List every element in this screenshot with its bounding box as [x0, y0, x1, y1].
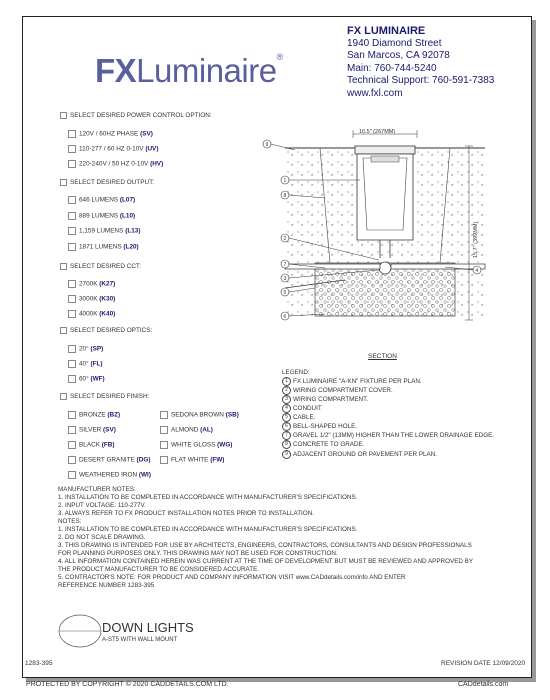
legend-text: CONDUIT: [293, 405, 322, 413]
note-line: 2. DO NOT SCALE DRAWING.: [58, 534, 146, 541]
option-label: 1871 LUMENS: [79, 243, 124, 251]
option-code: (FL): [90, 360, 103, 368]
checkbox[interactable]: [68, 227, 76, 235]
note-line: 1. INSTALLATION TO BE COMPLETED IN ACCORDANCE WITH MANUFACTURER'S SPECIFICATIONS.: [58, 526, 358, 533]
checkbox[interactable]: [68, 243, 76, 251]
option-code: (FW): [210, 456, 225, 464]
company-main-phone: Main: 760-744-5240: [347, 62, 437, 74]
legend-text: FX LUMINAIRE "A-KN" FIXTURE PER PLAN.: [293, 378, 422, 386]
legend-number: 7: [282, 431, 291, 440]
option-label: 1,159 LUMENS: [79, 227, 126, 235]
option-code: (L20): [123, 243, 139, 251]
legend-text: BELL-SHAPED HOLE.: [293, 423, 358, 431]
checkbox[interactable]: [68, 471, 76, 479]
option-code: (HV): [150, 160, 164, 168]
legend-title: LEGEND:: [282, 369, 310, 376]
checkbox[interactable]: [68, 295, 76, 303]
option-code: (UV): [145, 145, 159, 153]
legend-item: [282, 377, 494, 386]
note-line: 3. ALWAYS REFER TO FX PRODUCT INSTALLATION NOTES PRIOR TO INSTALLATION.: [58, 510, 315, 517]
option-label: 889 LUMENS: [79, 212, 120, 220]
option-code: (K27): [99, 280, 116, 288]
option-item[interactable]: [160, 426, 213, 434]
company-support-phone: Technical Support: 760-591-7383: [347, 75, 495, 86]
reference-number: 1283-395: [25, 660, 53, 667]
option-item[interactable]: [68, 295, 115, 303]
checkbox[interactable]: [60, 393, 67, 400]
note-line: 3. THIS DRAWING IS INTENDED FOR USE BY ARCHITECTS, ENGINEERS, CONTRACTORS, CONSULTANTS AND DESIGN PROFESSIONALS: [58, 542, 472, 549]
option-label: 220-240V / 50 HZ 0-10V: [79, 160, 151, 168]
svg-text:1: 1: [283, 178, 287, 184]
legend-item: [282, 431, 494, 440]
option-code: (WG): [217, 441, 233, 449]
option-code: (K40): [99, 310, 116, 318]
legend-number: 1: [282, 377, 291, 386]
legend-item: [282, 386, 494, 395]
checkbox[interactable]: [160, 426, 168, 434]
option-code: (WI): [138, 471, 151, 479]
note-line: 2. INPUT VOLTAGE: 110-277V.: [58, 502, 146, 509]
note-line: 5. CONTRACTOR'S NOTE: FOR PRODUCT AND COMPANY INFORMATION VISIT www.CADdetails.com/info AND ENTER: [58, 574, 406, 581]
option-item[interactable]: [68, 471, 151, 479]
svg-text:9: 9: [265, 142, 269, 148]
manufacturer-notes-heading: MANUFACTURER NOTES:: [58, 486, 136, 493]
option-code: (DG): [136, 456, 151, 464]
legend-text: WIRING COMPARTMENT.: [293, 396, 368, 404]
power-option-heading: SELECT DESIRED POWER CONTROL OPTION:: [60, 112, 212, 119]
checkbox[interactable]: [68, 212, 76, 220]
checkbox[interactable]: [68, 360, 76, 368]
option-item[interactable]: [68, 243, 139, 251]
legend-item: [282, 413, 494, 422]
note-line: FOR PLANNING PURPOSES ONLY. THIS DRAWING MAY NOT BE USED FOR CONSTRUCTION.: [58, 550, 338, 557]
option-label: 120V / 60HZ PHASE: [79, 130, 141, 138]
option-item[interactable]: [68, 160, 163, 168]
legend-number: 6: [282, 422, 291, 431]
copyright: PROTECTED BY COPYRIGHT © 2020 CADDETAILS.COM LTD.: [26, 681, 229, 688]
legend-item: [282, 440, 494, 449]
option-label: DESERT GRANITE: [79, 456, 137, 464]
legend: [282, 369, 494, 459]
legend-item: [282, 404, 494, 413]
option-code: (L07): [119, 196, 136, 204]
option-item[interactable]: [68, 310, 115, 318]
checkbox[interactable]: [60, 112, 67, 119]
fx-luminaire-logo: FXLuminaire®: [95, 52, 283, 89]
notes: [58, 486, 498, 590]
option-item[interactable]: [68, 375, 105, 383]
option-label: FLAT WHITE: [171, 456, 211, 464]
company-name: FX LUMINAIRE: [347, 25, 426, 37]
option-item[interactable]: [68, 196, 135, 204]
checkbox[interactable]: [68, 145, 76, 153]
option-label: WEATHERED IRON: [79, 471, 139, 479]
output-option-heading: SELECT DESIRED OUTPUT:: [60, 179, 154, 186]
legend-number: 5: [282, 413, 291, 422]
legend-number: 9: [282, 450, 291, 459]
revision-date: REVISION DATE 12/09/2020: [441, 660, 526, 667]
option-label: 4000K: [79, 310, 100, 318]
cct-option-heading: SELECT DESIRED CCT:: [60, 263, 141, 270]
checkbox[interactable]: [68, 310, 76, 318]
option-code: (SP): [90, 345, 104, 353]
legend-item: [282, 395, 494, 404]
option-label: 3000K: [79, 295, 100, 303]
option-item[interactable]: [68, 130, 153, 138]
option-label: BLACK: [79, 441, 102, 449]
checkbox[interactable]: [68, 441, 76, 449]
option-code: (SB): [225, 411, 239, 419]
option-item[interactable]: [68, 212, 135, 220]
option-item[interactable]: [68, 227, 140, 235]
svg-text:3: 3: [283, 276, 287, 282]
checkbox[interactable]: [160, 411, 168, 419]
option-code: (SV): [140, 130, 153, 138]
company-info: [347, 25, 494, 100]
option-label: ALMOND: [171, 426, 201, 434]
checkbox[interactable]: [68, 160, 76, 168]
section-drawing: [255, 128, 515, 353]
legend-text: ADJACENT GROUND OR PAVEMENT PER PLAN.: [293, 450, 438, 458]
option-item[interactable]: [68, 456, 151, 464]
drawing-title: DOWN LIGHTS: [102, 620, 194, 635]
company-website[interactable]: www.fxl.com: [347, 87, 403, 99]
option-item[interactable]: [160, 411, 239, 419]
legend-number: 3: [282, 395, 291, 404]
checkbox[interactable]: [68, 375, 76, 383]
checkbox[interactable]: [68, 345, 76, 353]
fixture-lid: [355, 146, 415, 154]
option-item[interactable]: [160, 456, 224, 464]
option-label: 20°: [79, 345, 91, 353]
option-code: (K30): [99, 295, 116, 303]
option-item[interactable]: [68, 441, 115, 449]
company-address-1: 1940 Diamond Street: [347, 37, 442, 49]
option-code: (BZ): [107, 411, 121, 419]
option-item[interactable]: [68, 426, 116, 434]
checkbox[interactable]: [60, 263, 67, 270]
checkbox[interactable]: [60, 179, 67, 186]
option-label: 40°: [79, 360, 91, 368]
option-label: WHITE GLOSS: [171, 441, 218, 449]
optics-option-heading: SELECT DESIRED OPTICS:: [60, 327, 152, 334]
legend-item: [282, 422, 494, 431]
note-line: REFERENCE NUMBER 1283-395: [58, 582, 155, 589]
option-label: 60°: [79, 375, 91, 383]
svg-text:7: 7: [283, 262, 287, 268]
legend-number: 2: [282, 386, 291, 395]
option-item[interactable]: [68, 411, 120, 419]
option-code: (L10): [119, 212, 136, 220]
option-item[interactable]: [68, 145, 158, 153]
legend-text: GRAVEL 1/2" (13MM) HIGHER THAN THE LOWER DRAINAGE EDGE.: [293, 432, 495, 440]
title-block-ellipse: [58, 614, 102, 648]
conduit-right: [391, 264, 485, 269]
checkbox[interactable]: [60, 327, 67, 334]
legend-number: 8: [282, 440, 291, 449]
finish-option-heading: SELECT DESIRED FINISH:: [60, 393, 149, 400]
checkbox[interactable]: [160, 456, 168, 464]
checkbox[interactable]: [68, 196, 76, 204]
option-label: 2700K: [79, 280, 100, 288]
options-panel: [60, 112, 280, 482]
legend-text: CABLE.: [293, 414, 316, 422]
drawing-subtitle: A-ST5 WITH WALL MOUNT: [102, 637, 178, 643]
svg-text:8: 8: [283, 193, 287, 199]
option-code: (AL): [200, 426, 213, 434]
option-code: (FB): [101, 441, 115, 449]
note-line: 1. INSTALLATION TO BE COMPLETED IN ACCORDANCE WITH MANUFACTURER'S SPECIFICATIONS.: [58, 494, 358, 501]
legend-number: 4: [282, 404, 291, 413]
checkbox[interactable]: [68, 426, 76, 434]
conduit-left: [285, 264, 380, 269]
option-item[interactable]: [68, 280, 115, 288]
svg-text:6: 6: [283, 314, 287, 320]
option-code: (L13): [125, 227, 141, 235]
legend-text: WIRING COMPARTMENT COVER.: [293, 387, 393, 395]
dim-height-label: 15.7" (399MM): [473, 221, 479, 258]
checkbox[interactable]: [160, 441, 168, 449]
checkbox[interactable]: [68, 411, 76, 419]
dim-width-label: 10.5" (267MM): [359, 129, 396, 135]
section-label: SECTION: [368, 353, 397, 360]
option-code: (SV): [103, 426, 116, 434]
option-label: 646 LUMENS: [79, 196, 120, 204]
note-line: 4. ALL INFORMATION CONTAINED HEREIN WAS CURRENT AT THE TIME OF DEVELOPMENT BUT MUST BE REVIEWED AND APPROVED BY: [58, 558, 474, 565]
checkbox[interactable]: [68, 456, 76, 464]
option-code: (WF): [90, 375, 105, 383]
checkbox[interactable]: [68, 130, 76, 138]
option-label: SILVER: [79, 426, 104, 434]
legend-item: [282, 450, 494, 459]
option-item[interactable]: [160, 441, 232, 449]
checkbox[interactable]: [68, 280, 76, 288]
option-item[interactable]: [68, 360, 103, 368]
option-label: 110-277 / 60 HZ 0-10V: [79, 145, 146, 153]
option-item[interactable]: [68, 345, 103, 353]
company-address-2: San Marcos, CA 92078: [347, 50, 450, 61]
cad-details-link[interactable]: CADdetails.com: [458, 681, 509, 688]
svg-text:4: 4: [475, 268, 479, 274]
option-label: BRONZE: [79, 411, 108, 419]
option-label: SEDONA BROWN: [171, 411, 226, 419]
svg-text:2: 2: [283, 236, 287, 242]
note-line: THE PRODUCT MANUFACTURER TO BE CONSIDERED ACCURATE.: [58, 566, 260, 573]
notes-heading: NOTES:: [58, 518, 82, 525]
legend-text: CONCRETE TO GRADE.: [293, 441, 365, 449]
svg-text:5: 5: [283, 290, 287, 296]
